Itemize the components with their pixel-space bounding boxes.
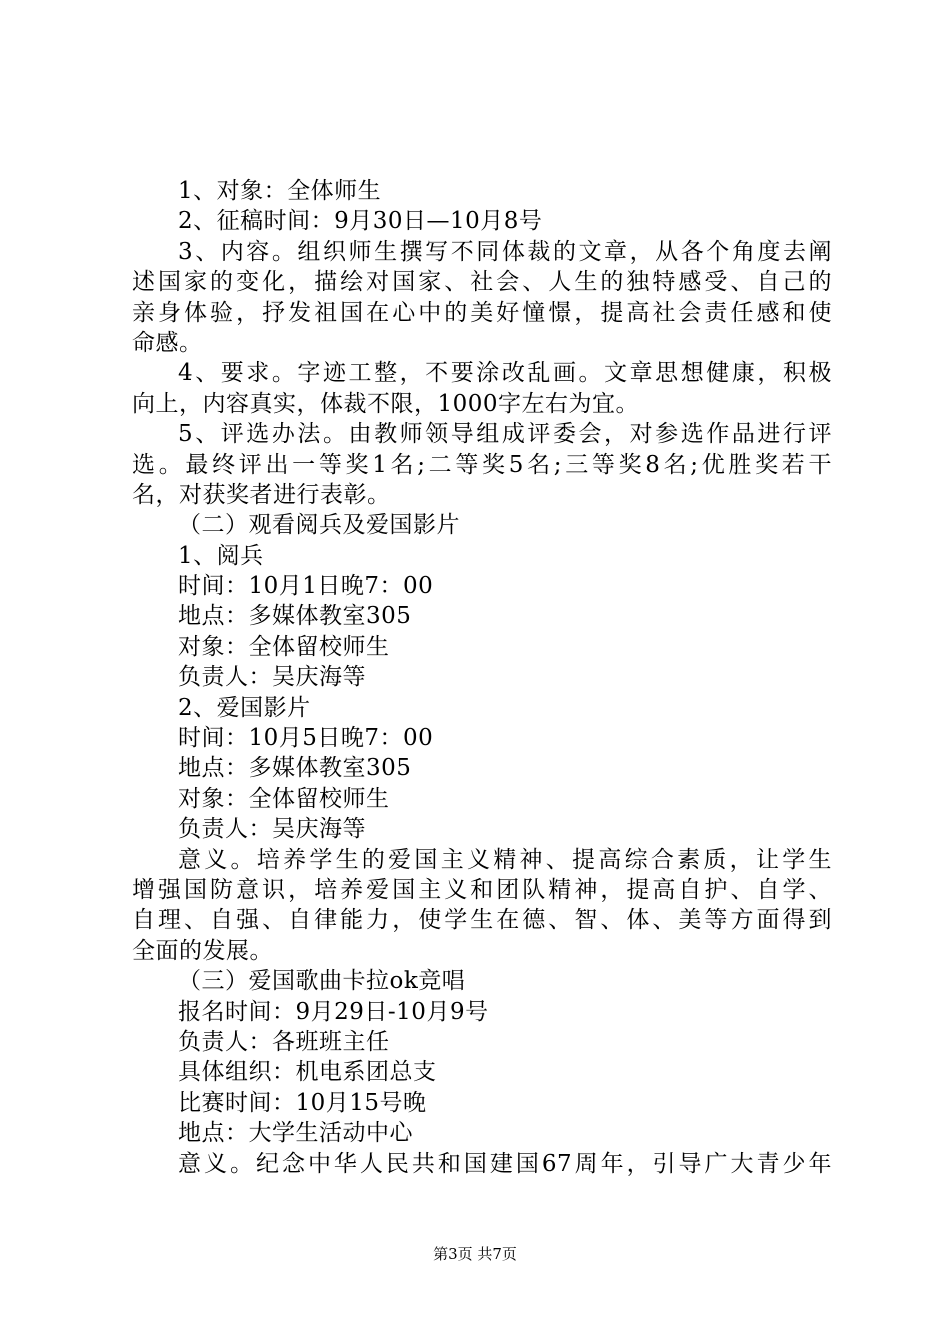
text-line: 2、爱国影片 [178,694,311,721]
text-line: 名，对获奖者进行表彰。 [132,481,391,508]
text-line: 述国家的变化，描绘对国家、社会、人生的独特感受、自己的 [132,269,832,296]
text-line: 地点：多媒体教室305 [178,603,412,630]
text-line: 地点：大学生活动中心 [178,1120,413,1147]
text-line: 自理、自强、自律能力，使学生在德、智、体、美等方面得到 [132,907,832,934]
text-line: 3、内容。组织师生撰写不同体裁的文章，从各个角度去阐 [178,238,832,265]
text-line: 负责人：吴庆海等 [178,816,366,843]
text-line: 对象：全体留校师生 [178,633,390,660]
text-line: 向上，内容真实，体裁不限，1000字左右为宜。 [132,390,640,417]
section-heading: （三）爱国歌曲卡拉ok竞唱 [178,968,466,995]
document-body [132,176,832,1179]
text-line: 比赛时间：10月15号晚 [178,1089,427,1116]
text-line: 增强国防意识，培养爱国主义和团队精神，提高自护、自学、 [132,876,832,903]
text-line: 负责人：各班班主任 [178,1028,390,1055]
text-line: 时间：10月1日晚7：00 [178,573,434,600]
text-line: 具体组织：机电系团总支 [178,1059,437,1086]
section-heading: （二）观看阅兵及爱国影片 [178,512,460,539]
page-footer: 第3页 共7页 [433,1245,517,1263]
text-line: 选。最终评出一等奖1名;二等奖5名;三等奖8名;优胜奖若干 [132,451,832,478]
text-line: 全面的发展。 [132,937,273,964]
text-line: 意义。纪念中华人民共和国建国67周年，引导广大青少年 [178,1150,832,1177]
text-line: 2、征稿时间：9月30日—10月8号 [178,208,543,235]
text-line: 亲身体验，抒发祖国在心中的美好憧憬，提高社会责任感和使 [132,299,832,326]
text-line: 命感。 [132,329,203,356]
text-line: 意义。培养学生的爱国主义精神、提高综合素质，让学生 [178,846,832,873]
text-line: 4、要求。字迹工整，不要涂改乱画。文章思想健康，积极 [178,360,832,387]
text-line: 1、对象：全体师生 [178,178,382,204]
text-line: 对象：全体留校师生 [178,785,390,812]
text-line: 地点：多媒体教室305 [178,755,412,782]
text-line: 1、阅兵 [178,542,264,569]
text-line: 时间：10月5日晚7：00 [178,725,434,752]
text-line: 报名时间：9月29日-10月9号 [178,998,489,1025]
text-line: 5、评选办法。由教师领导组成评委会，对参选作品进行评 [178,421,832,448]
text-line: 负责人：吴庆海等 [178,664,366,691]
